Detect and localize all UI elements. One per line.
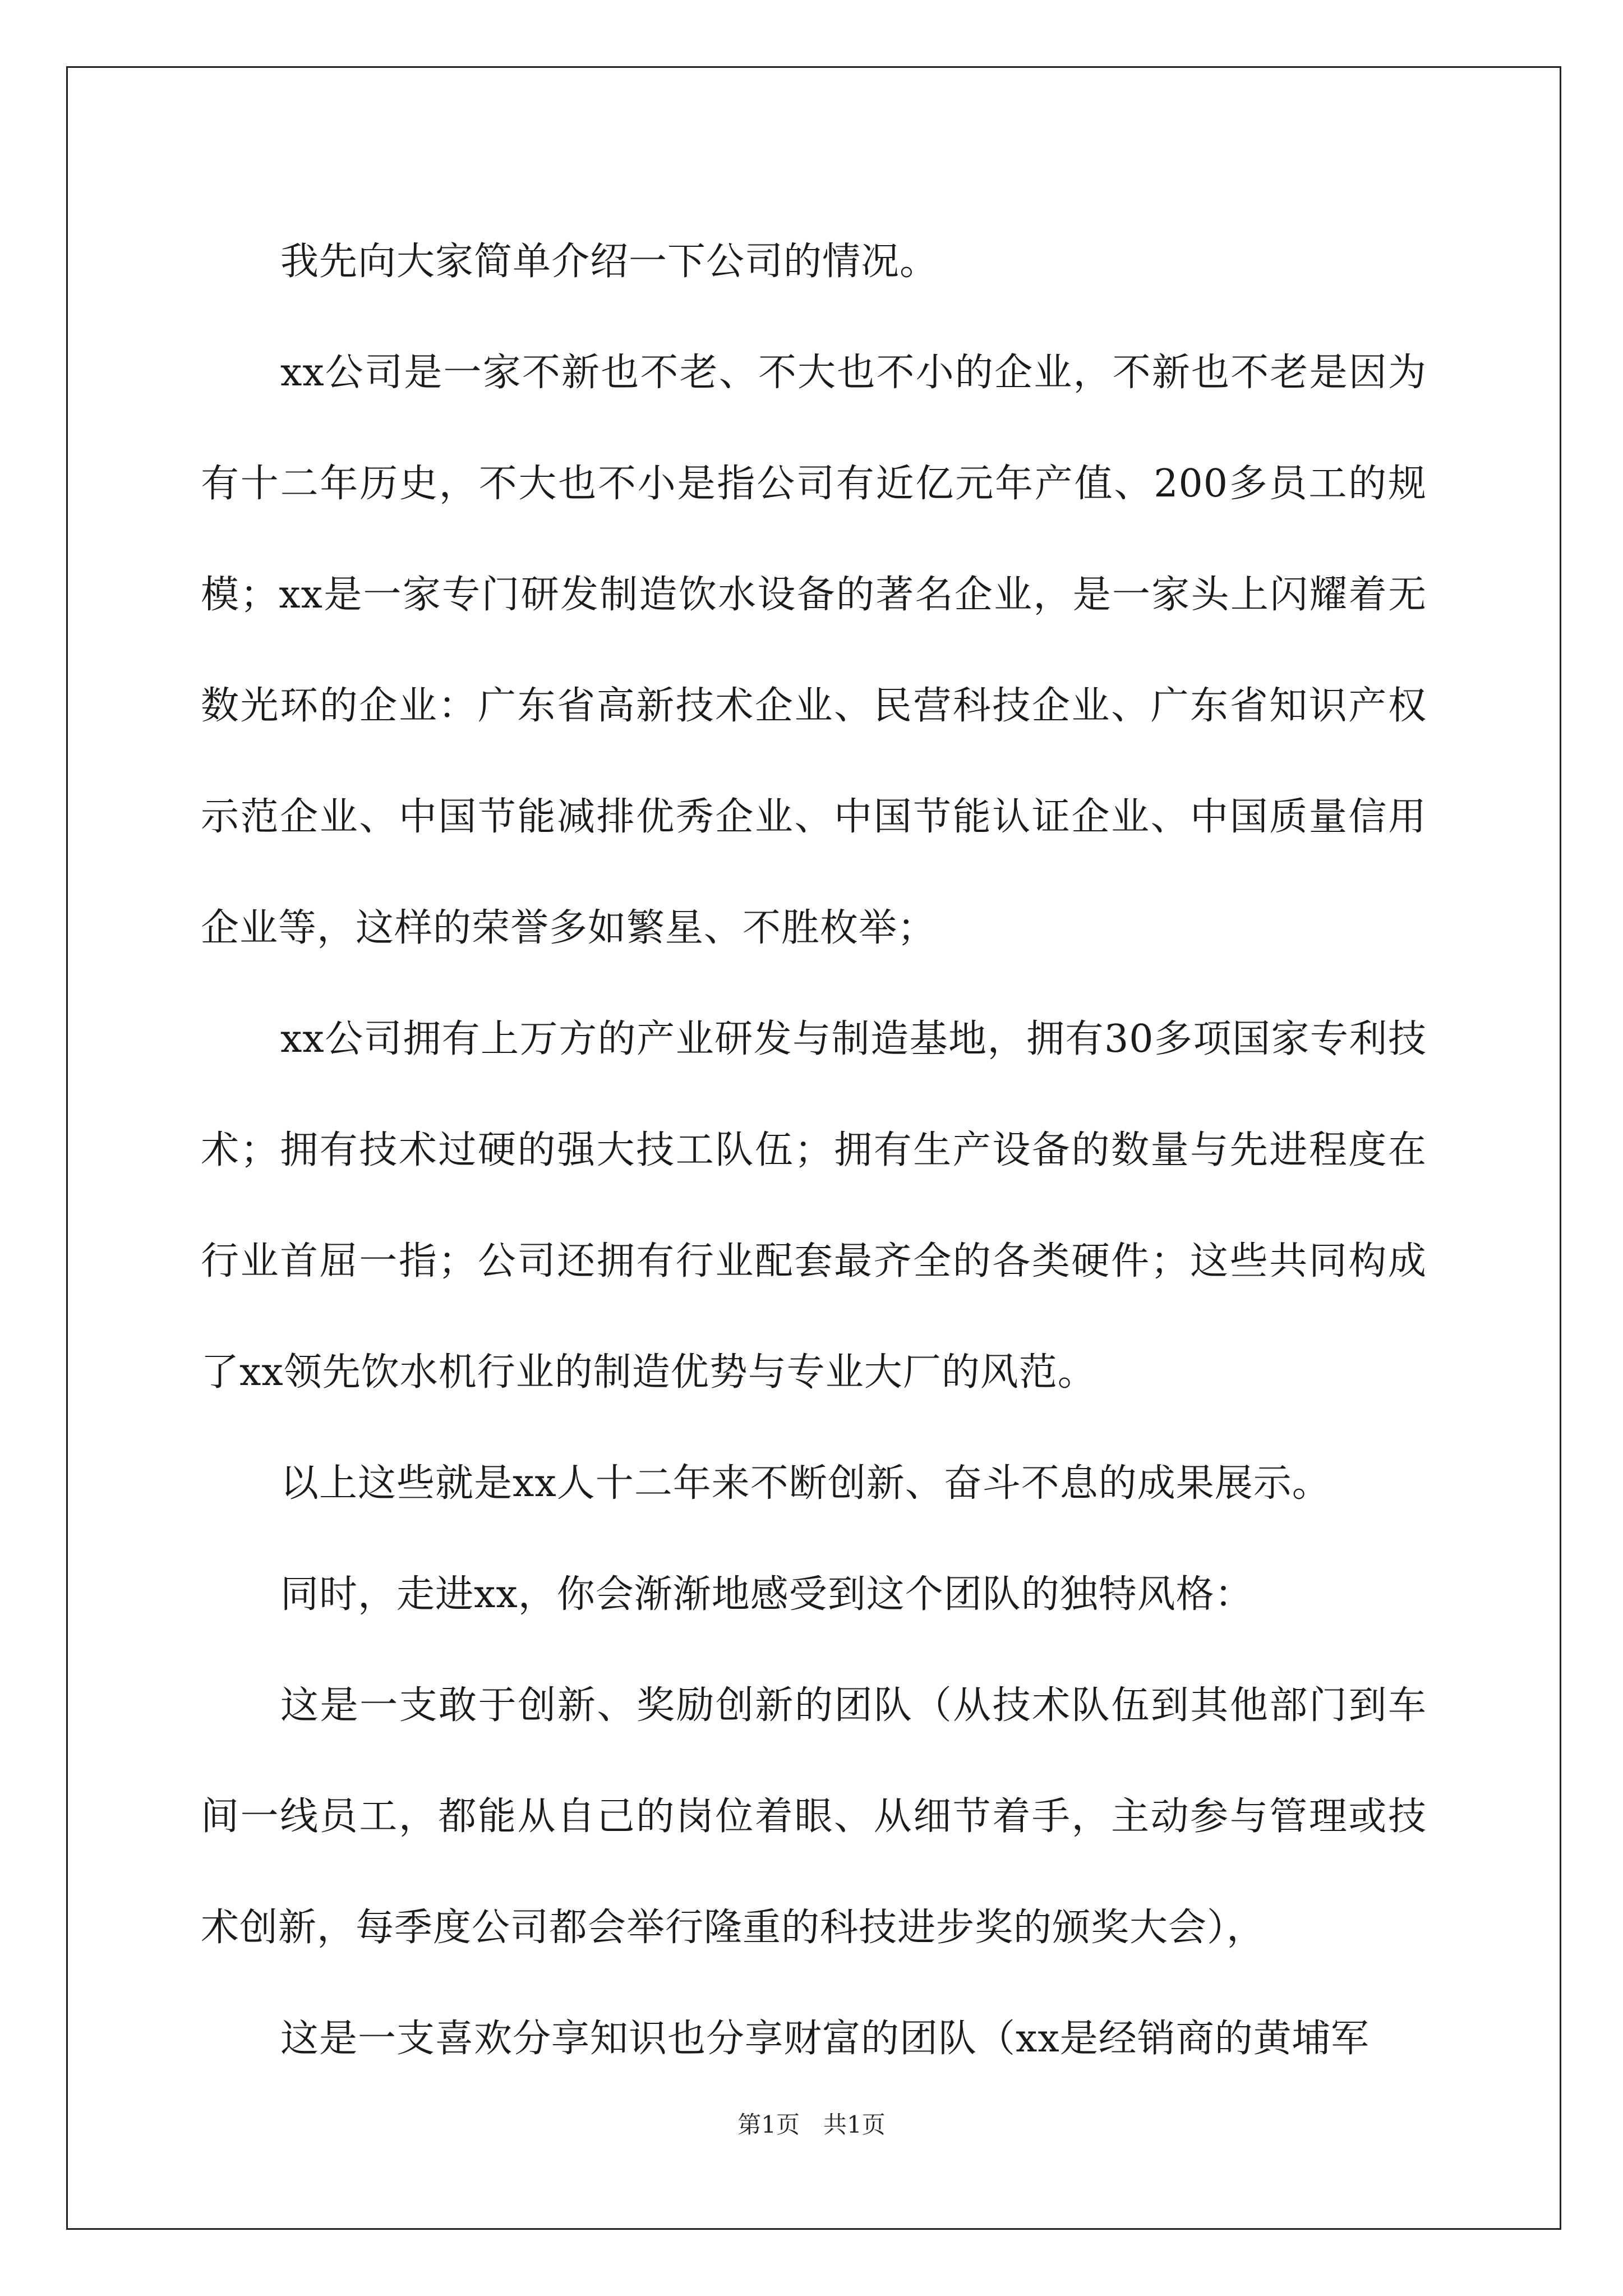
paragraph-intro: 我先向大家简单介绍一下公司的情况。: [280, 240, 939, 284]
paragraph-achievements: 以上这些就是xx人十二年来不断创新、奋斗不息的成果展示。: [280, 1461, 1331, 1506]
paragraph-manufacturing-base: xx公司拥有上万方的产业研发与制造基地，拥有30多项国家专利技术；拥有技术过硬的强大技工队伍；拥有生产设备的数量与先进程度在行业首屈一指；公司还拥有行业配套最齐全的各类硬件；这些共同构成了xx领先饮水机行业的制造优势与专业大厂的风范。: [201, 1017, 1427, 1395]
paragraph-company-overview: xx公司是一家不新也不老、不大也不小的企业，不新也不老是因为有十二年历史，不大也不小是指公司有近亿元年产值、200多员工的规模；xx是一家专门研发制造饮水设备的著名企业，是一家头上闪耀着无数光环的企业：广东省高新技术企业、民营科技企业、广东省知识产权示范企业、中国节能减排优秀企业、中国节能认证企业、中国质量信用企业等，这样的荣誉多如繁星、不胜枚举；: [201, 351, 1427, 950]
paragraph-innovation-team: 这是一支敢于创新、奖励创新的团队（从技术队伍到其他部门到车间一线员工，都能从自己的岗位着眼、从细节着手，主动参与管理或技术创新，每季度公司都会举行隆重的科技进步奖的颁奖大会），: [201, 1683, 1427, 1950]
document-body: [201, 206, 1427, 2095]
paragraph-team-style: 同时，走进xx，你会渐渐地感受到这个团队的独特风格：: [280, 1572, 1253, 1617]
page-number-footer: 第1页 共1页: [737, 2111, 886, 2138]
paragraph-sharing-team: 这是一支喜欢分享知识也分享财富的团队（xx是经销商的黄埔军: [280, 2017, 1370, 2061]
